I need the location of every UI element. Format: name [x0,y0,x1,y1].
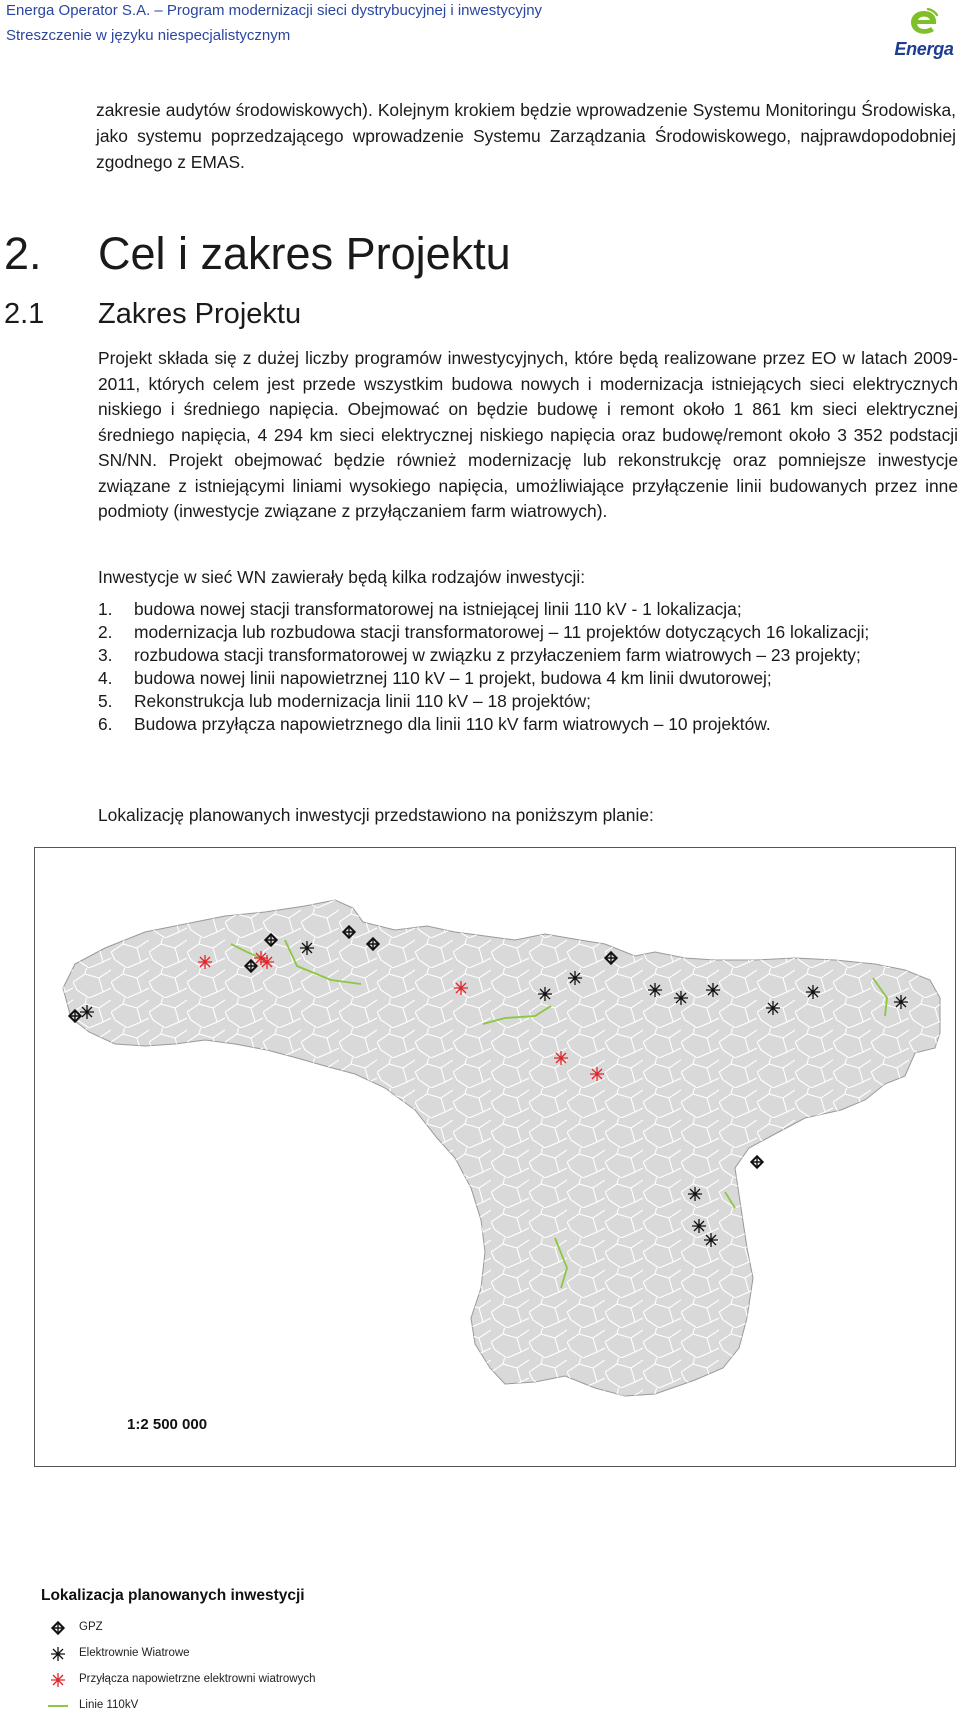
header-subtitle: Streszczenie w języku niespecjalistycznym [6,27,291,44]
investment-list [98,598,958,736]
wind-farm-marker [538,987,552,1001]
wind-farm-marker [706,983,720,997]
intro-paragraph: zakresie audytów środowiskowych). Kolejnym krokiem będzie wprowadzenie Systemu Monitoringu Środowiska, jako systemu poprzedzającego wprowadzenie Systemu Zarządzania Środowiskowego, najprawdopodobniej zgodnego z EMAS. [96,100,956,172]
page-header [0,0,960,62]
list-item [98,598,958,621]
header-title: Energa Operator S.A. – Program modernizacji sieci dystrybucyjnej i inwestycyjny [6,2,543,19]
wn-investments-intro: Inwestycje w sieć WN zawierały będą kilka rodzajów inwestycji: [98,567,586,587]
wind-connection-marker [198,955,212,969]
wind-connection-marker [590,1067,604,1081]
subsection-number: 2.1 [4,298,45,330]
wind-farm-marker [300,941,314,955]
wind-farm-marker [766,1001,780,1015]
logo-text: Energa [894,39,954,59]
section-title: Cel i zakres Projektu [98,228,511,279]
wind-farm-marker [894,995,908,1009]
section-number: 2. [4,228,42,279]
list-item-text: Budowa przyłącza napowietrznego dla linii 110 kV farm wiatrowych – 10 projektów. [134,714,771,734]
gpz-icon [47,1617,69,1639]
legend-label: GPZ [79,1621,103,1633]
location-intro: Lokalizację planowanych inwestycji przedstawiono na poniższym planie: [98,805,654,825]
list-item [98,667,958,690]
energa-logo [892,8,956,64]
subsection-title: Zakres Projektu [98,298,302,330]
line-110kv-icon [47,1695,69,1717]
wind-farm-marker [806,985,820,999]
list-item-number: 4. [98,668,113,688]
map-scale: 1:2 500 000 [127,1416,208,1433]
gpz-marker [751,1156,763,1168]
legend-label: Elektrownie Wiatrowe [79,1647,190,1659]
list-item [98,644,958,667]
list-item-number: 2. [98,622,113,642]
list-item [98,621,958,644]
section-heading [4,226,511,282]
wind-farm-marker [568,971,582,985]
list-item-number: 5. [98,691,113,711]
wind-connection-marker [454,981,468,995]
list-item-text: budowa nowej linii napowietrznej 110 kV – 1 projekt, budowa 4 km linii dwutorowej; [134,668,772,688]
wind-farm-marker [704,1233,718,1247]
list-item-number: 3. [98,645,113,665]
list-item-text: rozbudowa stacji transformatorowej w związku z przyłaczeniem farm wiatrowych – 23 projekty; [134,645,861,665]
wind-farm-icon [47,1643,69,1665]
wind-farm-marker [80,1005,94,1019]
investment-map [34,847,956,1711]
list-item-text: modernizacja lub rozbudowa stacji transformatorowej – 11 projektów dotyczących 16 lokalizacji; [134,622,870,642]
list-item-text: budowa nowej stacji transformatorowej na istniejącej linii 110 kV - 1 lokalizacja; [134,599,742,619]
wind-farm-marker [648,983,662,997]
main-paragraph: Projekt składa się z dużej liczby programów inwestycyjnych, które będą realizowane przez EO w latach 2009-2011, których celem jest przede wszystkim budowa nowych i modernizacja istniejących sieci elektrycznych niskiego i średniego napięcia. Obejmować on będzie budowę i remont około 1 861 km sieci elektrycznej średniego napięcia, 4 294 km sieci elektrycznej niskiego napięcia oraz budowę/remont około 3 352 podstacji SN/NN. Projekt obejmować będzie również modernizację lub rekonstrukcję oraz pomniejsze inwestycje związane z istniejącymi liniami wysokiego napięcia, umożliwiające przyłączenie linii budowanych przez inne podmioty (inwestycje związane z przyłączaniem farm wiatrowych). [98,348,958,521]
legend-label: Linie 110kV [79,1699,139,1711]
list-item [98,713,958,736]
map-graphic [35,848,957,1468]
legend-title: Lokalizacja planowanych inwestycji [41,1587,305,1604]
legend-label: Przyłącza napowietrzne elektrowni wiatrowych [79,1673,316,1685]
list-item-number: 6. [98,714,113,734]
wind-farm-marker [692,1219,706,1233]
wind-connection-icon [47,1669,69,1691]
wind-connection-marker [554,1051,568,1065]
subsection-heading [4,295,301,333]
wind-connection-marker [254,951,268,965]
list-item [98,690,958,713]
wind-farm-marker [688,1187,702,1201]
list-item-number: 1. [98,599,113,619]
energa-logo-icon [904,8,944,38]
wind-farm-marker [674,991,688,1005]
list-item-text: Rekonstrukcja lub modernizacja linii 110 kV – 18 projektów; [134,691,591,711]
